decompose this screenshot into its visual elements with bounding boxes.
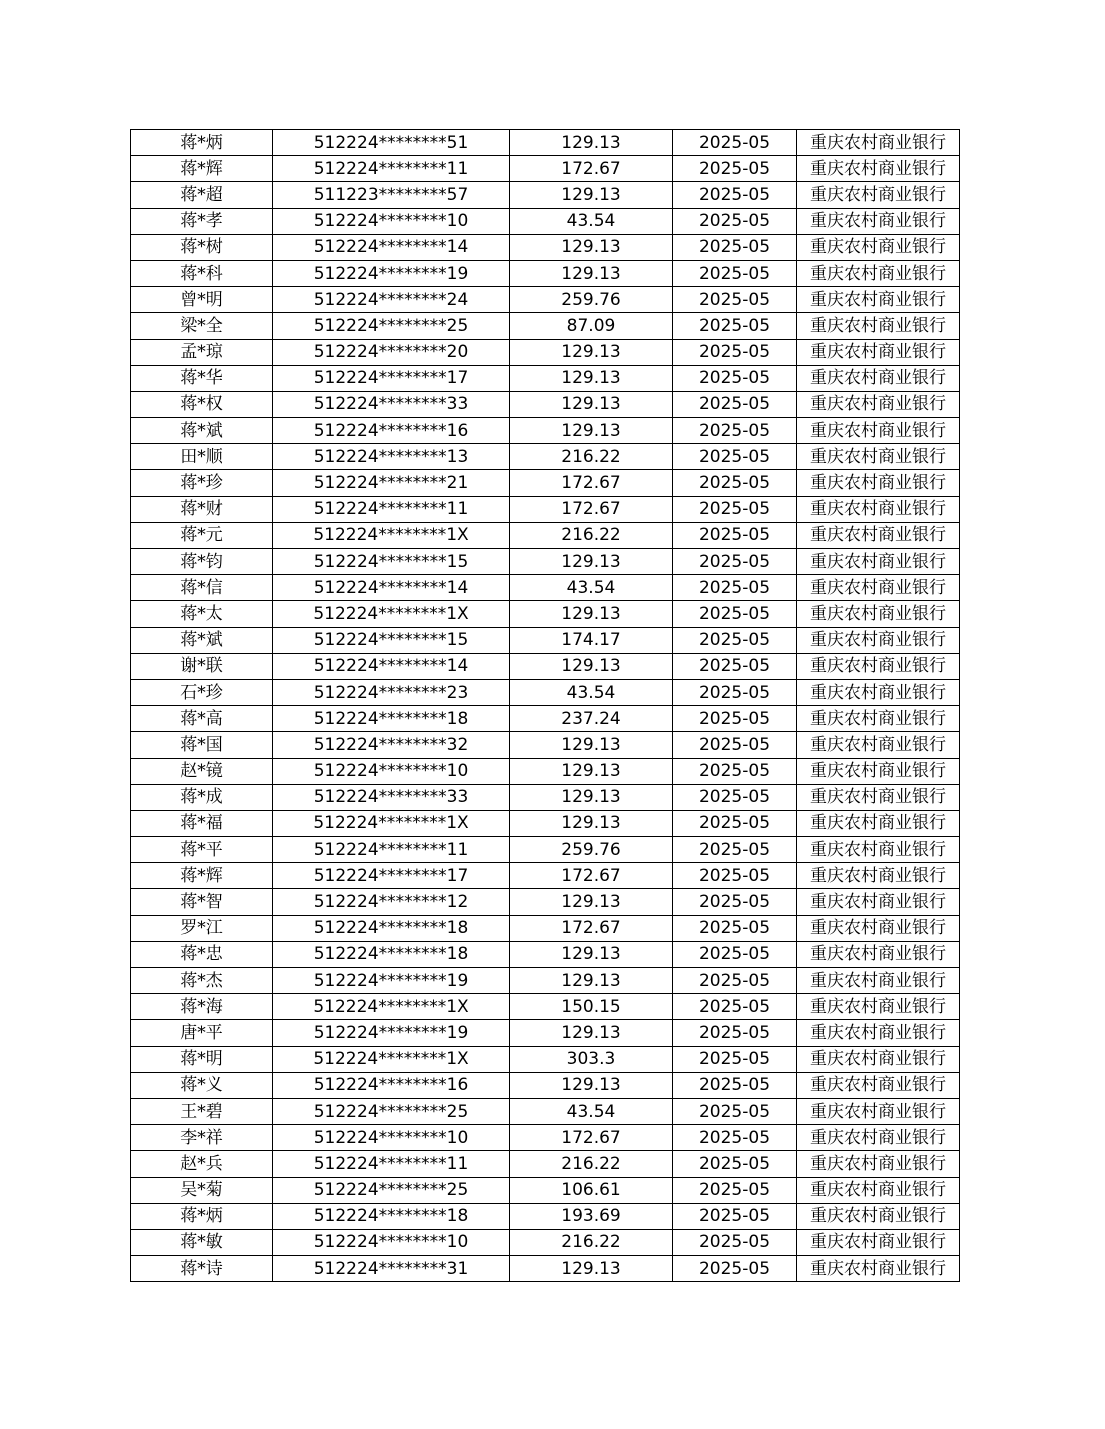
amount-cell: 193.69 (510, 1203, 673, 1229)
month-cell: 2025-05 (673, 653, 797, 679)
name-cell: 蒋*高 (131, 706, 273, 732)
id-number-cell: 512224********11 (273, 837, 510, 863)
name-cell: 蒋*福 (131, 810, 273, 836)
table-row (131, 1203, 960, 1229)
table-row (131, 994, 960, 1020)
id-number-cell: 512224********33 (273, 784, 510, 810)
amount-cell: 129.13 (510, 234, 673, 260)
name-cell: 王*碧 (131, 1098, 273, 1124)
table-row (131, 391, 960, 417)
name-cell: 石*珍 (131, 679, 273, 705)
month-cell: 2025-05 (673, 549, 797, 575)
id-number-cell: 512224********16 (273, 1072, 510, 1098)
table-row (131, 889, 960, 915)
bank-cell: 重庆农村商业银行 (797, 1020, 960, 1046)
amount-cell: 129.13 (510, 941, 673, 967)
name-cell: 罗*江 (131, 915, 273, 941)
id-number-cell: 512224********1X (273, 1046, 510, 1072)
bank-cell: 重庆农村商业银行 (797, 994, 960, 1020)
amount-cell: 129.13 (510, 549, 673, 575)
amount-cell: 129.13 (510, 810, 673, 836)
bank-cell: 重庆农村商业银行 (797, 1151, 960, 1177)
month-cell: 2025-05 (673, 418, 797, 444)
table-row (131, 784, 960, 810)
bank-cell: 重庆农村商业银行 (797, 837, 960, 863)
amount-cell: 172.67 (510, 1125, 673, 1151)
month-cell: 2025-05 (673, 470, 797, 496)
bank-cell: 重庆农村商业银行 (797, 1125, 960, 1151)
name-cell: 吴*菊 (131, 1177, 273, 1203)
bank-cell: 重庆农村商业银行 (797, 339, 960, 365)
name-cell: 赵*镜 (131, 758, 273, 784)
table-row (131, 653, 960, 679)
amount-cell: 129.13 (510, 784, 673, 810)
amount-cell: 43.54 (510, 1098, 673, 1124)
name-cell: 蒋*忠 (131, 941, 273, 967)
table-row (131, 444, 960, 470)
table-row (131, 941, 960, 967)
table-row (131, 601, 960, 627)
name-cell: 谢*联 (131, 653, 273, 679)
table-row (131, 156, 960, 182)
amount-cell: 129.13 (510, 1256, 673, 1282)
amount-cell: 150.15 (510, 994, 673, 1020)
id-number-cell: 512224********20 (273, 339, 510, 365)
name-cell: 蒋*海 (131, 994, 273, 1020)
name-cell: 蒋*斌 (131, 418, 273, 444)
amount-cell: 129.13 (510, 418, 673, 444)
amount-cell: 129.13 (510, 889, 673, 915)
name-cell: 孟*琼 (131, 339, 273, 365)
month-cell: 2025-05 (673, 365, 797, 391)
amount-cell: 129.13 (510, 339, 673, 365)
month-cell: 2025-05 (673, 575, 797, 601)
id-number-cell: 512224********18 (273, 706, 510, 732)
id-number-cell: 512224********17 (273, 863, 510, 889)
bank-cell: 重庆农村商业银行 (797, 1177, 960, 1203)
month-cell: 2025-05 (673, 182, 797, 208)
month-cell: 2025-05 (673, 1203, 797, 1229)
amount-cell: 172.67 (510, 915, 673, 941)
month-cell: 2025-05 (673, 784, 797, 810)
bank-cell: 重庆农村商业银行 (797, 313, 960, 339)
name-cell: 蒋*科 (131, 260, 273, 286)
name-cell: 蒋*元 (131, 522, 273, 548)
name-cell: 田*顺 (131, 444, 273, 470)
month-cell: 2025-05 (673, 1151, 797, 1177)
table-row (131, 1125, 960, 1151)
month-cell: 2025-05 (673, 391, 797, 417)
id-number-cell: 512224********11 (273, 496, 510, 522)
bank-cell: 重庆农村商业银行 (797, 156, 960, 182)
id-number-cell: 512224********12 (273, 889, 510, 915)
month-cell: 2025-05 (673, 1177, 797, 1203)
amount-cell: 106.61 (510, 1177, 673, 1203)
table-row (131, 1020, 960, 1046)
name-cell: 蒋*杰 (131, 968, 273, 994)
name-cell: 李*祥 (131, 1125, 273, 1151)
table-row (131, 758, 960, 784)
bank-cell: 重庆农村商业银行 (797, 470, 960, 496)
name-cell: 蒋*智 (131, 889, 273, 915)
payment-table (130, 129, 960, 1282)
name-cell: 蒋*华 (131, 365, 273, 391)
bank-cell: 重庆农村商业银行 (797, 365, 960, 391)
name-cell: 蒋*国 (131, 732, 273, 758)
bank-cell: 重庆农村商业银行 (797, 522, 960, 548)
id-number-cell: 512224********15 (273, 627, 510, 653)
table-row (131, 837, 960, 863)
id-number-cell: 512224********19 (273, 260, 510, 286)
month-cell: 2025-05 (673, 1020, 797, 1046)
name-cell: 蒋*珍 (131, 470, 273, 496)
month-cell: 2025-05 (673, 208, 797, 234)
month-cell: 2025-05 (673, 496, 797, 522)
month-cell: 2025-05 (673, 1098, 797, 1124)
month-cell: 2025-05 (673, 941, 797, 967)
id-number-cell: 512224********10 (273, 758, 510, 784)
bank-cell: 重庆农村商业银行 (797, 784, 960, 810)
id-number-cell: 512224********25 (273, 313, 510, 339)
id-number-cell: 512224********17 (273, 365, 510, 391)
month-cell: 2025-05 (673, 522, 797, 548)
table-row (131, 130, 960, 156)
month-cell: 2025-05 (673, 837, 797, 863)
amount-cell: 129.13 (510, 732, 673, 758)
name-cell: 蒋*孝 (131, 208, 273, 234)
bank-cell: 重庆农村商业银行 (797, 915, 960, 941)
table-row (131, 496, 960, 522)
id-number-cell: 512224********1X (273, 522, 510, 548)
name-cell: 蒋*信 (131, 575, 273, 601)
month-cell: 2025-05 (673, 889, 797, 915)
name-cell: 赵*兵 (131, 1151, 273, 1177)
table-row (131, 968, 960, 994)
table-row (131, 810, 960, 836)
table-row (131, 234, 960, 260)
month-cell: 2025-05 (673, 313, 797, 339)
id-number-cell: 512224********14 (273, 653, 510, 679)
id-number-cell: 511223********57 (273, 182, 510, 208)
month-cell: 2025-05 (673, 915, 797, 941)
amount-cell: 129.13 (510, 130, 673, 156)
bank-cell: 重庆农村商业银行 (797, 810, 960, 836)
table-row (131, 260, 960, 286)
bank-cell: 重庆农村商业银行 (797, 1203, 960, 1229)
bank-cell: 重庆农村商业银行 (797, 968, 960, 994)
id-number-cell: 512224********11 (273, 156, 510, 182)
name-cell: 蒋*辉 (131, 156, 273, 182)
amount-cell: 129.13 (510, 391, 673, 417)
table-row (131, 1046, 960, 1072)
amount-cell: 172.67 (510, 496, 673, 522)
amount-cell: 172.67 (510, 470, 673, 496)
bank-cell: 重庆农村商业银行 (797, 1229, 960, 1255)
table-row (131, 470, 960, 496)
month-cell: 2025-05 (673, 444, 797, 470)
bank-cell: 重庆农村商业银行 (797, 863, 960, 889)
id-number-cell: 512224********1X (273, 994, 510, 1020)
table-row (131, 679, 960, 705)
month-cell: 2025-05 (673, 863, 797, 889)
id-number-cell: 512224********10 (273, 1125, 510, 1151)
bank-cell: 重庆农村商业银行 (797, 260, 960, 286)
name-cell: 蒋*义 (131, 1072, 273, 1098)
id-number-cell: 512224********11 (273, 1151, 510, 1177)
month-cell: 2025-05 (673, 156, 797, 182)
bank-cell: 重庆农村商业银行 (797, 1072, 960, 1098)
amount-cell: 43.54 (510, 575, 673, 601)
id-number-cell: 512224********13 (273, 444, 510, 470)
month-cell: 2025-05 (673, 627, 797, 653)
bank-cell: 重庆农村商业银行 (797, 601, 960, 627)
id-number-cell: 512224********25 (273, 1098, 510, 1124)
id-number-cell: 512224********14 (273, 234, 510, 260)
bank-cell: 重庆农村商业银行 (797, 208, 960, 234)
name-cell: 蒋*平 (131, 837, 273, 863)
table-row (131, 1229, 960, 1255)
bank-cell: 重庆农村商业银行 (797, 575, 960, 601)
month-cell: 2025-05 (673, 1256, 797, 1282)
id-number-cell: 512224********18 (273, 915, 510, 941)
table-row (131, 418, 960, 444)
id-number-cell: 512224********10 (273, 208, 510, 234)
id-number-cell: 512224********25 (273, 1177, 510, 1203)
amount-cell: 259.76 (510, 287, 673, 313)
name-cell: 蒋*太 (131, 601, 273, 627)
month-cell: 2025-05 (673, 968, 797, 994)
amount-cell: 129.13 (510, 182, 673, 208)
bank-cell: 重庆农村商业银行 (797, 627, 960, 653)
table-row (131, 1256, 960, 1282)
month-cell: 2025-05 (673, 339, 797, 365)
name-cell: 蒋*辉 (131, 863, 273, 889)
name-cell: 蒋*权 (131, 391, 273, 417)
id-number-cell: 512224********19 (273, 968, 510, 994)
id-number-cell: 512224********16 (273, 418, 510, 444)
table-row (131, 365, 960, 391)
table-row (131, 863, 960, 889)
name-cell: 蒋*敏 (131, 1229, 273, 1255)
bank-cell: 重庆农村商业银行 (797, 391, 960, 417)
table-row (131, 522, 960, 548)
id-number-cell: 512224********15 (273, 549, 510, 575)
bank-cell: 重庆农村商业银行 (797, 1098, 960, 1124)
name-cell: 蒋*明 (131, 1046, 273, 1072)
amount-cell: 174.17 (510, 627, 673, 653)
table-row (131, 575, 960, 601)
table-row (131, 287, 960, 313)
id-number-cell: 512224********32 (273, 732, 510, 758)
id-number-cell: 512224********14 (273, 575, 510, 601)
bank-cell: 重庆农村商业银行 (797, 287, 960, 313)
name-cell: 蒋*斌 (131, 627, 273, 653)
bank-cell: 重庆农村商业银行 (797, 182, 960, 208)
month-cell: 2025-05 (673, 1046, 797, 1072)
month-cell: 2025-05 (673, 260, 797, 286)
month-cell: 2025-05 (673, 758, 797, 784)
bank-cell: 重庆农村商业银行 (797, 1256, 960, 1282)
amount-cell: 303.3 (510, 1046, 673, 1072)
bank-cell: 重庆农村商业银行 (797, 234, 960, 260)
bank-cell: 重庆农村商业银行 (797, 706, 960, 732)
bank-cell: 重庆农村商业银行 (797, 653, 960, 679)
name-cell: 蒋*炳 (131, 1203, 273, 1229)
month-cell: 2025-05 (673, 601, 797, 627)
amount-cell: 237.24 (510, 706, 673, 732)
name-cell: 蒋*财 (131, 496, 273, 522)
month-cell: 2025-05 (673, 810, 797, 836)
table-row (131, 1072, 960, 1098)
bank-cell: 重庆农村商业银行 (797, 418, 960, 444)
name-cell: 梁*全 (131, 313, 273, 339)
name-cell: 唐*平 (131, 1020, 273, 1046)
name-cell: 蒋*树 (131, 234, 273, 260)
bank-cell: 重庆农村商业银行 (797, 444, 960, 470)
name-cell: 曾*明 (131, 287, 273, 313)
id-number-cell: 512224********33 (273, 391, 510, 417)
table-row (131, 339, 960, 365)
month-cell: 2025-05 (673, 1072, 797, 1098)
month-cell: 2025-05 (673, 287, 797, 313)
table-row (131, 915, 960, 941)
amount-cell: 172.67 (510, 863, 673, 889)
name-cell: 蒋*诗 (131, 1256, 273, 1282)
amount-cell: 129.13 (510, 260, 673, 286)
month-cell: 2025-05 (673, 706, 797, 732)
amount-cell: 129.13 (510, 601, 673, 627)
amount-cell: 129.13 (510, 1020, 673, 1046)
table-row (131, 732, 960, 758)
id-number-cell: 512224********31 (273, 1256, 510, 1282)
month-cell: 2025-05 (673, 994, 797, 1020)
month-cell: 2025-05 (673, 1125, 797, 1151)
name-cell: 蒋*成 (131, 784, 273, 810)
id-number-cell: 512224********23 (273, 679, 510, 705)
bank-cell: 重庆农村商业银行 (797, 889, 960, 915)
table-row (131, 1177, 960, 1203)
id-number-cell: 512224********1X (273, 810, 510, 836)
month-cell: 2025-05 (673, 130, 797, 156)
amount-cell: 216.22 (510, 444, 673, 470)
amount-cell: 129.13 (510, 758, 673, 784)
id-number-cell: 512224********51 (273, 130, 510, 156)
bank-cell: 重庆农村商业银行 (797, 758, 960, 784)
payment-table-body (131, 130, 960, 1282)
month-cell: 2025-05 (673, 1229, 797, 1255)
bank-cell: 重庆农村商业银行 (797, 549, 960, 575)
month-cell: 2025-05 (673, 679, 797, 705)
amount-cell: 43.54 (510, 679, 673, 705)
table-row (131, 1151, 960, 1177)
table-row (131, 627, 960, 653)
name-cell: 蒋*超 (131, 182, 273, 208)
id-number-cell: 512224********24 (273, 287, 510, 313)
amount-cell: 216.22 (510, 1151, 673, 1177)
bank-cell: 重庆农村商业银行 (797, 496, 960, 522)
name-cell: 蒋*炳 (131, 130, 273, 156)
table-row (131, 313, 960, 339)
amount-cell: 259.76 (510, 837, 673, 863)
table-row (131, 208, 960, 234)
amount-cell: 129.13 (510, 1072, 673, 1098)
table-row (131, 1098, 960, 1124)
name-cell: 蒋*钧 (131, 549, 273, 575)
month-cell: 2025-05 (673, 732, 797, 758)
amount-cell: 216.22 (510, 1229, 673, 1255)
amount-cell: 216.22 (510, 522, 673, 548)
id-number-cell: 512224********18 (273, 1203, 510, 1229)
bank-cell: 重庆农村商业银行 (797, 1046, 960, 1072)
amount-cell: 43.54 (510, 208, 673, 234)
amount-cell: 172.67 (510, 156, 673, 182)
bank-cell: 重庆农村商业银行 (797, 732, 960, 758)
table-row (131, 549, 960, 575)
id-number-cell: 512224********19 (273, 1020, 510, 1046)
amount-cell: 129.13 (510, 365, 673, 391)
id-number-cell: 512224********10 (273, 1229, 510, 1255)
bank-cell: 重庆农村商业银行 (797, 679, 960, 705)
bank-cell: 重庆农村商业银行 (797, 941, 960, 967)
bank-cell: 重庆农村商业银行 (797, 130, 960, 156)
amount-cell: 129.13 (510, 968, 673, 994)
id-number-cell: 512224********18 (273, 941, 510, 967)
amount-cell: 129.13 (510, 653, 673, 679)
amount-cell: 87.09 (510, 313, 673, 339)
id-number-cell: 512224********1X (273, 601, 510, 627)
table-row (131, 706, 960, 732)
id-number-cell: 512224********21 (273, 470, 510, 496)
month-cell: 2025-05 (673, 234, 797, 260)
table-row (131, 182, 960, 208)
